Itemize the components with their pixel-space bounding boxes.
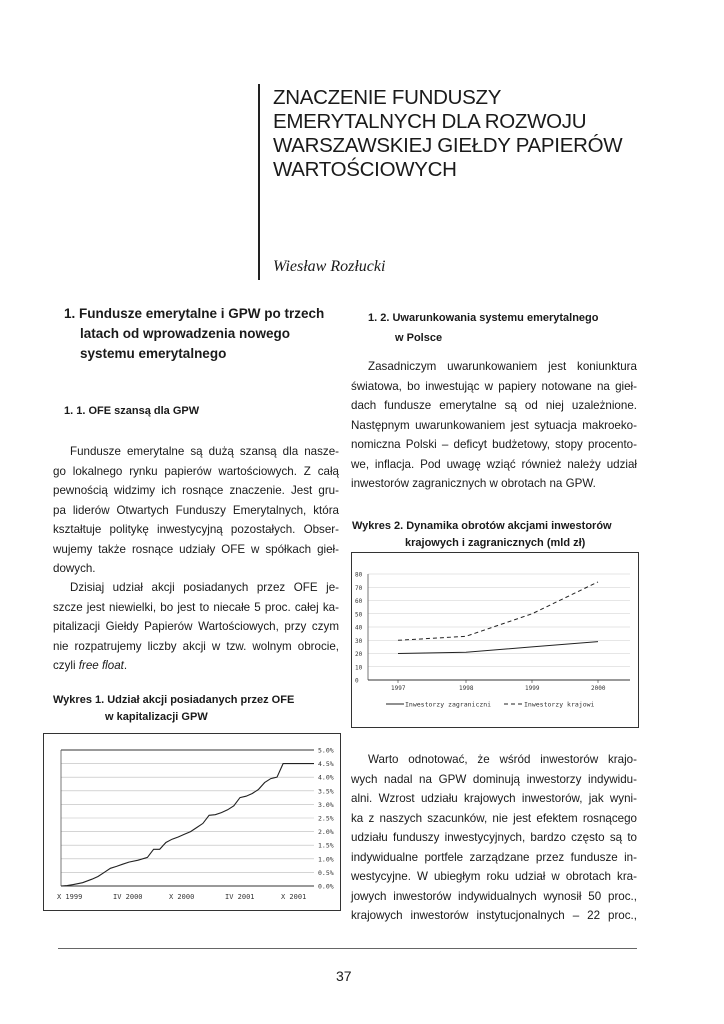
text-fragment: . <box>123 659 128 672</box>
chart1-y-tick-label: 2.0% <box>318 828 334 837</box>
chart2-x-tick-label: 1999 <box>525 685 540 692</box>
text-line: wych nadal na GPW dominują inwestorzy indywidu- <box>351 772 637 786</box>
heading-line: latach od wprowadzenia nowego <box>80 326 291 341</box>
chart2-x-tick-label: 1998 <box>459 685 474 692</box>
text-line: alni. Wzrost udziału krajowych inwestorów, jak wyni- <box>351 792 637 805</box>
chart1-y-tick-label: 1.5% <box>318 841 334 850</box>
footer-rule <box>58 948 637 949</box>
chart2-y-tick-label: 0 <box>355 677 359 685</box>
caption-line: Wykres 1. Udział akcji posiadanych przez OFE <box>53 694 295 706</box>
chart2-frame <box>351 552 639 728</box>
text-line: Dzisiaj udział akcji posiadanych przez OFE je- <box>70 581 339 594</box>
text-line: inwestorów zagranicznych w obrotach na GPW. <box>351 477 596 490</box>
chart1-y-tick-label: 4.5% <box>318 760 334 769</box>
chart2-y-tick-label: 30 <box>355 637 363 645</box>
chart1-x-tick-label: IV 2001 <box>225 893 255 901</box>
text-line: Warto odnotować, że wśród inwestorów krajo- <box>368 753 637 766</box>
title-line: WARTOŚCIOWYCH <box>273 158 457 181</box>
text-line: westycyjne. W ubiegłym roku udział w obrotach kra- <box>351 870 637 883</box>
chart2-y-tick-label: 60 <box>355 598 363 605</box>
chart1-y-tick-label: 3.0% <box>318 800 334 809</box>
text-line: światowa, bo inwestując w papiery notowane na gieł- <box>351 379 637 393</box>
chart2-y-tick-label: 50 <box>355 611 363 619</box>
chart2-series-line <box>398 582 598 640</box>
title-rule <box>258 84 260 280</box>
chart1-x-tick-label: X 2000 <box>169 893 195 901</box>
text-line: pa liderów Otwartych Funduszy Emerytalnych, która <box>53 503 339 517</box>
chart2-y-tick-label: 10 <box>355 664 363 672</box>
chart2-x-tick-label: 1997 <box>391 685 406 692</box>
text-line: ka z naszych szacunków, nie jest efektem rosnącego <box>351 811 637 825</box>
chart1-caption <box>53 692 294 726</box>
paragraph-left-2 <box>53 578 339 676</box>
text-line: pewnością widzimy ich rosnące znaczenie. Jest gru- <box>53 484 339 497</box>
chart2-legend-label: Inwestorzy zagraniczni <box>405 700 492 709</box>
title-line: EMERYTALNYCH DLA ROZWOJU <box>273 110 587 133</box>
italic-term: free float <box>78 659 124 672</box>
chart2-caption <box>352 518 612 552</box>
text-line: Następnym uwarunkowaniem jest sytuacja makroeko- <box>351 418 637 432</box>
caption-line: w kapitalizacji GPW <box>105 711 208 723</box>
author-name: Wiesław Rozłucki <box>273 258 386 275</box>
text-line: go lokalnego rynku papierów wartościowych. Z całą <box>53 464 339 478</box>
chart1-y-tick-label: 3.5% <box>318 787 334 796</box>
chart1-frame <box>43 733 341 911</box>
text-line: szcze jest niewielki, bo jest to niecałe 5 proc. całej ka- <box>53 600 339 614</box>
text-line: Zasadniczym uwarunkowaniem jest koniunktura <box>368 360 637 373</box>
heading-line: 1. 2. Uwarunkowania systemu emerytalnego <box>368 312 599 324</box>
chart1-x-tick-label: X 1999 <box>57 893 83 901</box>
paragraph-right-1 <box>351 357 637 494</box>
chart1-y-tick-label: 5.0% <box>318 746 334 755</box>
paragraph-right-2 <box>351 750 637 926</box>
paragraph-left-1 <box>53 442 339 579</box>
text-line: krajowych inwestorów instytucjonalnych – 22 proc., <box>351 909 637 922</box>
page-number: 37 <box>336 968 352 984</box>
heading-line: 1. Fundusze emerytalne i GPW po trzech <box>64 306 325 321</box>
caption-line: krajowych i zagranicznych (mld zł) <box>405 537 586 549</box>
chart2-y-tick-label: 40 <box>355 624 363 632</box>
subsection-heading-1-2 <box>368 308 598 348</box>
text-line: wujemy także rosnące udziały OFE w spółkach gieł- <box>53 542 339 556</box>
text-line: kształtuje politykę inwestycyjną pozostałych. Obser- <box>53 523 339 536</box>
chart1-y-tick-label: 4.0% <box>318 773 334 782</box>
text-line: dowych. <box>53 562 96 575</box>
chart1-y-tick-label: 2.5% <box>318 814 334 823</box>
title-line: ZNACZENIE FUNDUSZY <box>273 86 502 109</box>
chart2-y-tick-label: 20 <box>355 651 363 658</box>
text-line: indywidualne portfele zarządzane przez fundusze in- <box>351 850 637 864</box>
chart2-y-tick-label: 80 <box>355 571 363 579</box>
chart1-series-line <box>61 764 314 886</box>
chart1-x-tick-label: IV 2000 <box>113 893 143 901</box>
text-line: udziału funduszy inwestycyjnych, bardzo często są to <box>351 831 637 844</box>
heading-line: systemu emerytalnego <box>80 346 227 361</box>
chart1-y-tick-label: 0.5% <box>318 868 334 877</box>
chart2-svg <box>352 553 638 727</box>
title-line: WARSZAWSKIEJ GIEŁDY PAPIERÓW <box>273 134 623 157</box>
text-fragment: czyli <box>53 659 79 672</box>
text-line: nie rozpatrujemy liczby akcji w tzw. wolnym obrocie, <box>53 639 339 653</box>
chart1-y-tick-label: 1.0% <box>318 855 334 864</box>
text-line: jowych inwestorów indywidualnych wynosił 50 proc., <box>351 889 637 903</box>
chart2-y-tick-label: 70 <box>355 584 363 592</box>
text-line: pitalizacji Giełdy Papierów Wartościowych, przy czym <box>53 620 339 633</box>
text-line: we, inflacja. Pod uwagę wziąć również należy udział <box>351 457 637 471</box>
article-title <box>273 86 653 182</box>
section-heading-1 <box>64 304 324 364</box>
chart2-legend-label: Inwestorzy krajowi <box>524 700 595 709</box>
text-line <box>53 656 339 676</box>
caption-line: Wykres 2. Dynamika obrotów akcjami inwestorów <box>352 520 612 532</box>
chart1-svg <box>44 734 340 910</box>
text-line: dach fundusze emerytalne są od niej uzależnione. <box>351 399 637 412</box>
subsection-heading-1-1: 1. 1. OFE szansą dla GPW <box>64 405 200 417</box>
text-line: Fundusze emerytalne są dużą szansą dla nasze- <box>70 445 339 458</box>
text-line: nomiczna Polski – deficyt budżetowy, stopy procento- <box>351 438 637 451</box>
chart1-y-tick-label: 0.0% <box>318 882 334 891</box>
chart1-x-tick-label: X 2001 <box>281 893 307 901</box>
heading-line: w Polsce <box>395 332 443 344</box>
chart2-series-line <box>398 642 598 654</box>
chart2-x-tick-label: 2000 <box>591 685 606 692</box>
